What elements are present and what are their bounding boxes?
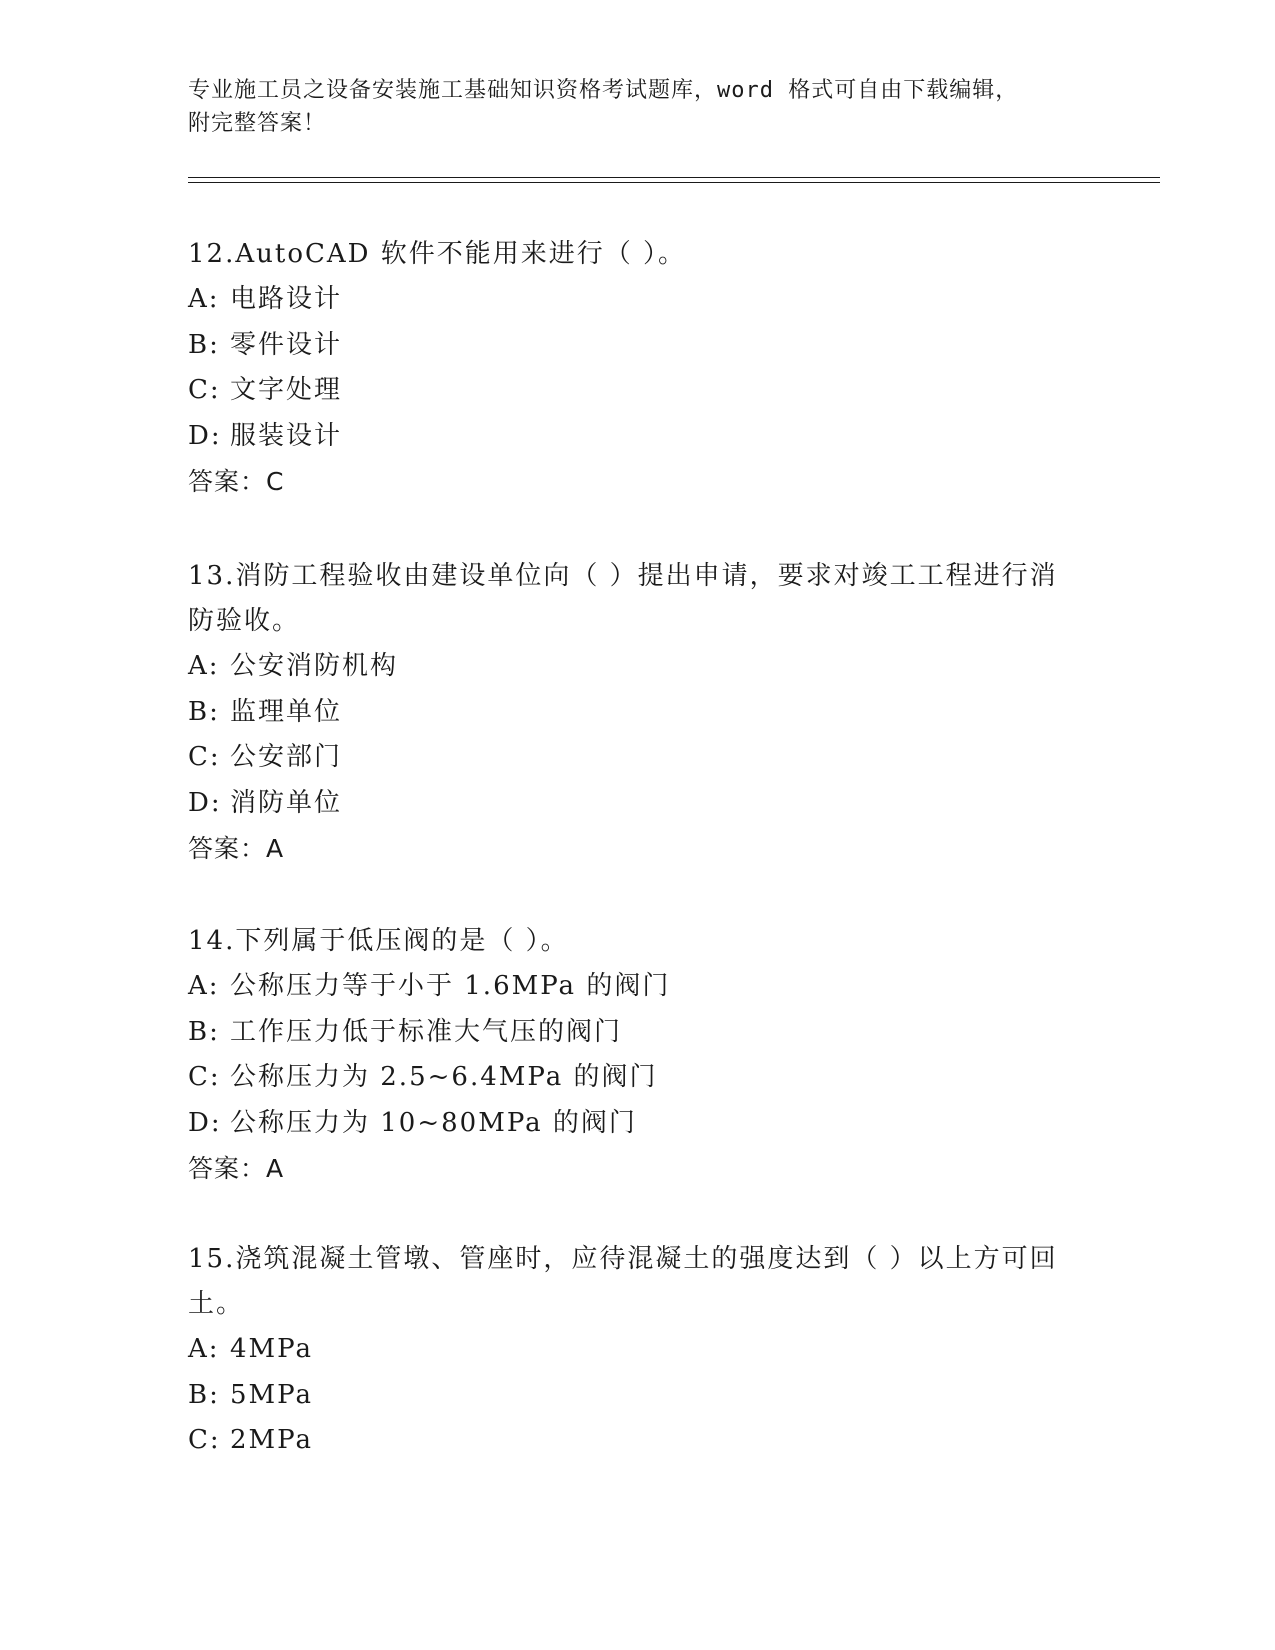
- option-d: [188, 1101, 1068, 1147]
- option-a: [188, 964, 1068, 1010]
- option-b: [188, 1373, 1068, 1419]
- option-text: 公称压力为 10~80MPa 的阀门: [230, 1107, 637, 1138]
- option-letter: B:: [188, 1016, 220, 1047]
- option-c: [188, 1418, 1068, 1464]
- option-text: 公称压力为 2.5~6.4MPa 的阀门: [230, 1062, 658, 1092]
- option-a: [188, 1327, 1068, 1373]
- option-a: [188, 277, 1068, 323]
- answer-label: 答案：A: [188, 834, 285, 863]
- option-b: [188, 690, 1068, 736]
- question-stem: 13.消防工程验收由建设单位向（ ）提出申请，要求对竣工工程进行消防验收。: [188, 561, 1058, 636]
- option-letter: D:: [188, 420, 222, 451]
- option-letter: A:: [188, 284, 220, 314]
- header-line-2: 附完整答案！: [188, 111, 327, 136]
- question-12: [188, 232, 1068, 504]
- option-letter: B:: [188, 329, 220, 360]
- option-b: [188, 1010, 1068, 1056]
- header-line-1: 专业施工员之设备安装施工基础知识资格考试题库，word 格式可自由下载编辑，: [188, 78, 1019, 103]
- answer-label: 答案：A: [188, 1154, 285, 1183]
- option-c: [188, 735, 1068, 781]
- option-d: [188, 781, 1068, 827]
- option-c: [188, 368, 1068, 414]
- option-text: 文字处理: [230, 375, 343, 405]
- question-stem: 12.AutoCAD 软件不能用来进行（ ）。: [188, 239, 687, 269]
- header-divider-bottom: [188, 182, 1160, 183]
- question-stem: 14.下列属于低压阀的是（ ）。: [188, 926, 569, 956]
- option-text: 2MPa: [230, 1425, 313, 1455]
- option-text: 公称压力等于小于 1.6MPa 的阀门: [230, 971, 671, 1001]
- option-text: 消防单位: [230, 787, 343, 818]
- option-letter: D:: [188, 787, 222, 818]
- option-b: [188, 323, 1068, 369]
- option-text: 电路设计: [230, 284, 343, 314]
- option-text: 监理单位: [230, 696, 343, 727]
- option-letter: B:: [188, 696, 220, 727]
- option-letter: A:: [188, 971, 220, 1001]
- option-text: 服装设计: [230, 420, 343, 451]
- question-stem: 15.浇筑混凝土管墩、管座时，应待混凝土的强度达到（ ）以上方可回土。: [188, 1244, 1058, 1319]
- option-c: [188, 1055, 1068, 1101]
- option-text: 5MPa: [230, 1379, 313, 1410]
- option-text: 零件设计: [230, 329, 343, 360]
- option-text: 公安消防机构: [230, 651, 399, 681]
- option-d: [188, 414, 1068, 460]
- document-header: [188, 74, 1068, 140]
- header-divider-top: [188, 177, 1160, 178]
- option-letter: C:: [188, 375, 221, 405]
- option-text: 工作压力低于标准大气压的阀门: [230, 1016, 623, 1047]
- option-a: [188, 644, 1068, 690]
- question-14: [188, 919, 1068, 1191]
- answer-label: 答案：C: [188, 467, 285, 496]
- option-text: 4MPa: [230, 1334, 313, 1364]
- question-13: [188, 554, 1068, 871]
- option-letter: A:: [188, 651, 220, 681]
- option-letter: C:: [188, 1425, 221, 1455]
- option-letter: C:: [188, 742, 221, 772]
- option-letter: A:: [188, 1334, 220, 1364]
- option-letter: C:: [188, 1062, 221, 1092]
- question-15: [188, 1237, 1068, 1464]
- option-letter: D:: [188, 1107, 222, 1138]
- option-letter: B:: [188, 1379, 220, 1410]
- option-text: 公安部门: [230, 742, 343, 772]
